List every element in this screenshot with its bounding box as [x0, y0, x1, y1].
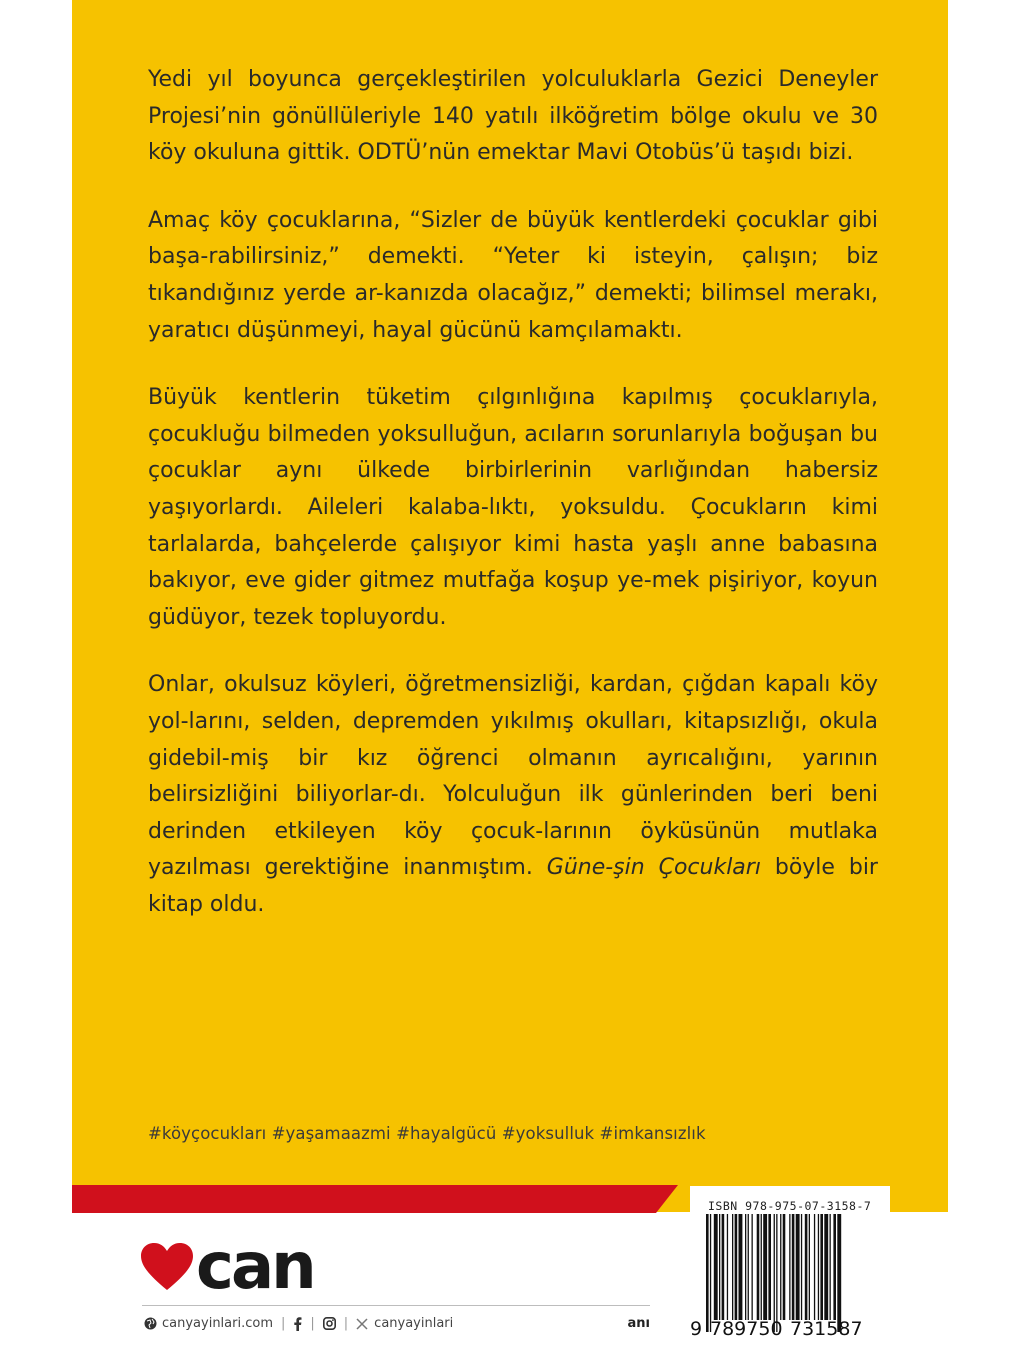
barcode-bar: [809, 1214, 810, 1320]
isbn-digit-lead: 9: [690, 1318, 703, 1340]
isbn-digits-left: 789750: [710, 1318, 783, 1340]
publisher-links: [144, 1316, 650, 1331]
barcode-bar: [780, 1214, 781, 1320]
barcode-bar: [796, 1214, 800, 1320]
separator: |: [343, 1316, 349, 1331]
blurb-paragraph-4: [148, 667, 878, 923]
barcode-bar: [763, 1214, 767, 1320]
barcode-bar: [792, 1214, 795, 1320]
barcode-bar: [818, 1214, 819, 1320]
barcode-bar: [783, 1214, 786, 1320]
instagram-icon[interactable]: [323, 1317, 336, 1330]
blurb-paragraph-2: Amaç köy çocuklarına, “Sizler de büyük kentlerdeki çocuklar gibi başa-rabilirsiniz,” demekti. “Yeter ki isteyin, çalışın; biz tıkandığınız yerde ar-kanızda olacağız,” demekti; bilimsel merakı, yaratıcı düşünmeyi, hayal gücünü kamçılamaktı.: [148, 207, 878, 343]
publisher-logo: [140, 1230, 314, 1304]
barcode-bar: [761, 1214, 762, 1320]
isbn-label: ISBN 978-975-07-3158-7: [708, 1199, 872, 1213]
barcode-bar: [814, 1214, 815, 1320]
separator: |: [281, 1316, 286, 1331]
barcode-bar: [833, 1214, 836, 1320]
barcode-bar: [722, 1214, 725, 1320]
hashtags: #köyçocukları #yaşamaazmi #hayalgücü #yoksulluk #imkansızlık: [148, 1124, 706, 1143]
facebook-icon[interactable]: [293, 1317, 302, 1331]
barcode-bar: [768, 1214, 771, 1320]
barcode-bar: [830, 1214, 831, 1320]
barcode-bar: [739, 1214, 743, 1320]
publisher-logo-text: can: [196, 1230, 314, 1304]
blurb-text: [148, 62, 878, 954]
barcode-bar: [727, 1214, 728, 1320]
barcode: [706, 1214, 880, 1332]
barcode-bar: [748, 1214, 749, 1320]
globe-icon: [144, 1317, 157, 1330]
x-icon[interactable]: [356, 1318, 368, 1330]
barcode-bar: [824, 1214, 828, 1320]
barcode-bar: [714, 1214, 718, 1320]
barcode-bar: [710, 1214, 711, 1332]
blurb-paragraph-1: Yedi yıl boyunca gerçekleştirilen yolculuklarla Gezici Deneyler Projesi’nin gönüllüleriyle 140 yatılı ilköğretim bölge okulu ve 30 köy okuluna gittik. ODTÜ’nün emektar Mavi Otobüs’ü taşıdı bizi.: [148, 67, 878, 166]
barcode-bar: [820, 1214, 823, 1320]
barcode-bar: [789, 1214, 790, 1320]
book-title-italic: Güne-şin Çocukları: [546, 855, 761, 881]
series-mark: anı: [627, 1316, 650, 1331]
barcode-bar: [757, 1214, 760, 1320]
barcode-bar: [706, 1214, 709, 1332]
isbn-digits-right: 731587: [790, 1318, 863, 1340]
barcode-bar: [735, 1214, 738, 1320]
barcode-bar: [805, 1214, 808, 1320]
blurb-paragraph-4-end: böyle bir kitap oldu.: [148, 855, 878, 917]
barcode-bar: [776, 1214, 777, 1332]
barcode-bar: [732, 1214, 733, 1320]
barcode-bar: [837, 1214, 841, 1332]
barcode-bar: [801, 1214, 802, 1320]
separator: |: [310, 1316, 315, 1331]
social-handle[interactable]: canyayinlari: [374, 1316, 454, 1331]
blurb-paragraph-3: Büyük kentlerin tüketim çılgınlığına kapılmış çocuklarıyla, çocukluğu bilmeden yoksulluğun, acıların sorunlarıyla boğuşan bu çocuklar aynı ülkede birbirlerinin varlığından habersiz yaşıyorlardı. Aileleri kalaba-lıktı, yoksuldu. Çocukların kimi tarlalarda, bahçelerde çalışıyor kimi hasta yaşlı anne babasına bakıyor, eve gider gitmez mutfağa koşup ye-mek pişiriyor, koyun güdüyor, tezek topluyordu.: [148, 385, 878, 630]
barcode-bar: [774, 1214, 775, 1332]
blurb-paragraph-4-text: Onlar, okulsuz köyleri, öğretmensizliği, kardan, çığdan kapalı köy yol-larını, selden, depremden yıkılmış okulları, kitapsızlığı, okula gidebil-miş bir kız öğrenci olmanın ayrıcalığını, yarının belirsizliğini biliyorlar-dı. Yolculuğun ilk günlerinden beri beni derinden etkileyen köy çocuk-larının öyküsünün mutlaka yazılması gerektiğine inanmıştım.: [148, 672, 878, 881]
barcode-bar: [745, 1214, 746, 1320]
website-link[interactable]: canyayinlari.com: [162, 1316, 273, 1331]
barcode-bar: [719, 1214, 720, 1320]
heart-logo-icon: [140, 1242, 194, 1292]
footer-divider: [142, 1305, 650, 1306]
barcode-bar: [752, 1214, 753, 1320]
red-stripe: [72, 1185, 678, 1213]
